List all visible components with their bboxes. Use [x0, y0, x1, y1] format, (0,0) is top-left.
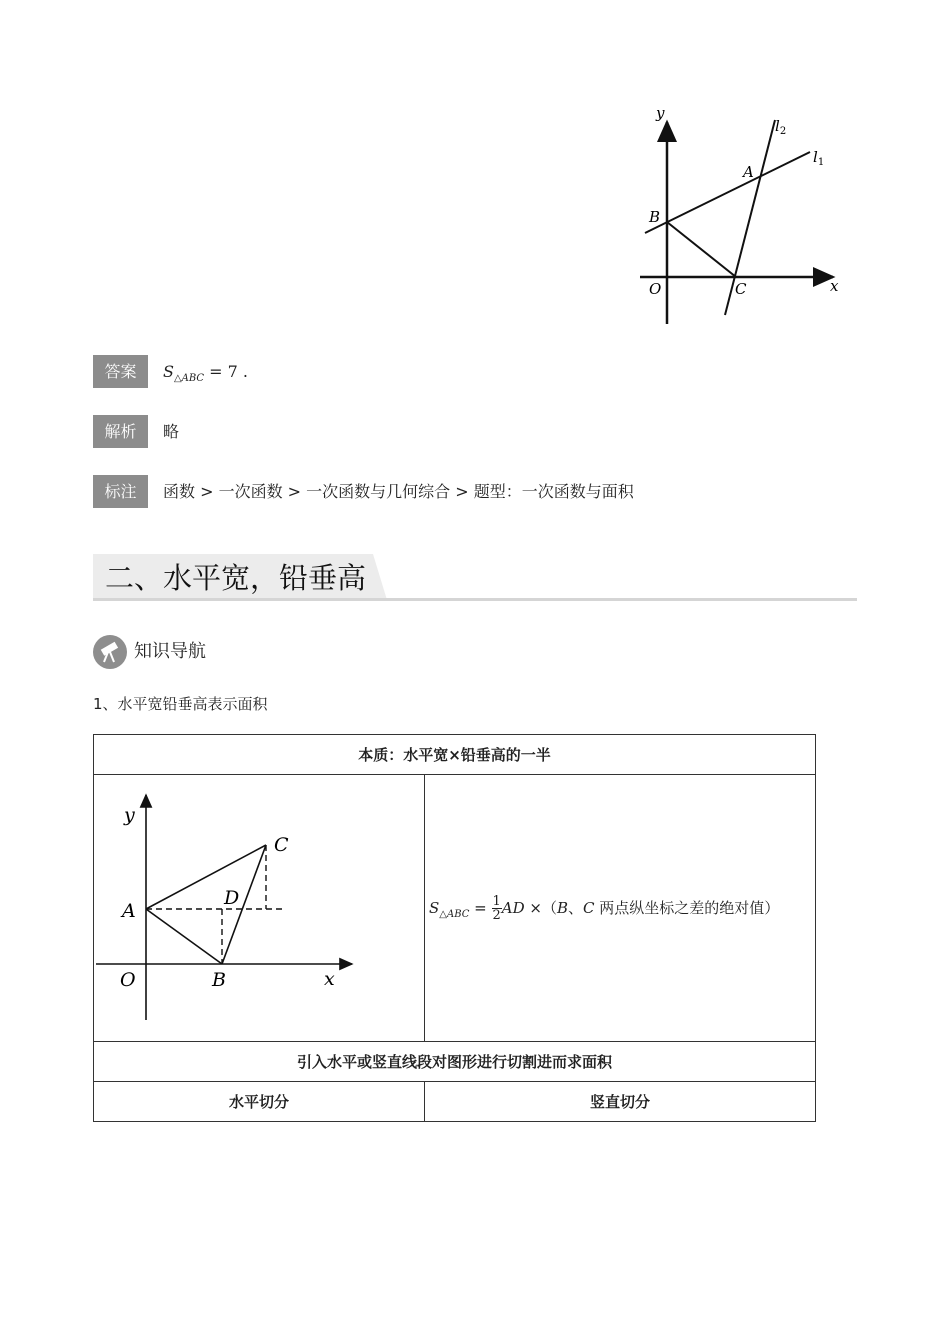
coordinate-figure-lines: [630, 100, 850, 330]
segment-ab: [146, 909, 222, 964]
label-y: y: [656, 104, 665, 122]
label-l1: $l_1$: [813, 148, 825, 168]
table-header: 本质：水平宽×铅垂高的一半: [94, 735, 816, 775]
telescope-icon: [93, 635, 127, 669]
label-b: B: [649, 208, 661, 226]
label-y: y: [124, 804, 135, 826]
nav-title: 知识导航: [134, 641, 206, 662]
label-o: O: [649, 280, 662, 298]
label-a: A: [122, 900, 136, 922]
section-divider: [93, 598, 857, 601]
col-vertical-split: 竖直切分: [425, 1082, 816, 1122]
note-text: 函数 > 一次函数 > 一次函数与几何综合 > 题型：一次函数与面积: [163, 482, 634, 501]
coordinate-figure-triangle: [94, 775, 424, 1037]
label-l2: $l_2$: [775, 117, 787, 137]
line-l1: [645, 152, 810, 233]
item-title: 1、水平宽铅垂高表示面积: [93, 695, 268, 713]
label-d: D: [224, 887, 240, 909]
label-c: C: [735, 280, 747, 298]
knowledge-table: [93, 734, 816, 1122]
label-x: x: [830, 277, 839, 295]
segment-ac: [146, 845, 266, 909]
analysis-tag: 解析: [93, 415, 148, 448]
answer-text: $S_{\triangle ABC} = 7$ .: [163, 362, 249, 385]
label-c: C: [274, 834, 289, 856]
formula-cell: $S_{\triangle ABC}$ = $\frac{1}{2}$ AD ×（B、C 两点纵坐标之差的绝对值）: [425, 775, 816, 1042]
label-b: B: [212, 969, 226, 991]
note-tag: 标注: [93, 475, 148, 508]
figure-cell: [94, 775, 425, 1042]
segment-bc: [667, 222, 736, 277]
label-a: A: [743, 163, 754, 181]
answer-tag: 答案: [93, 355, 148, 388]
section-title: 二、水平宽，铅垂高: [105, 561, 367, 595]
table-row-split: 引入水平或竖直线段对图形进行切割进而求面积: [94, 1042, 816, 1082]
line-l2: [725, 120, 775, 315]
col-horizontal-split: 水平切分: [94, 1082, 425, 1122]
label-o: O: [120, 969, 136, 991]
label-x: x: [324, 968, 335, 990]
analysis-text: 略: [163, 422, 180, 441]
